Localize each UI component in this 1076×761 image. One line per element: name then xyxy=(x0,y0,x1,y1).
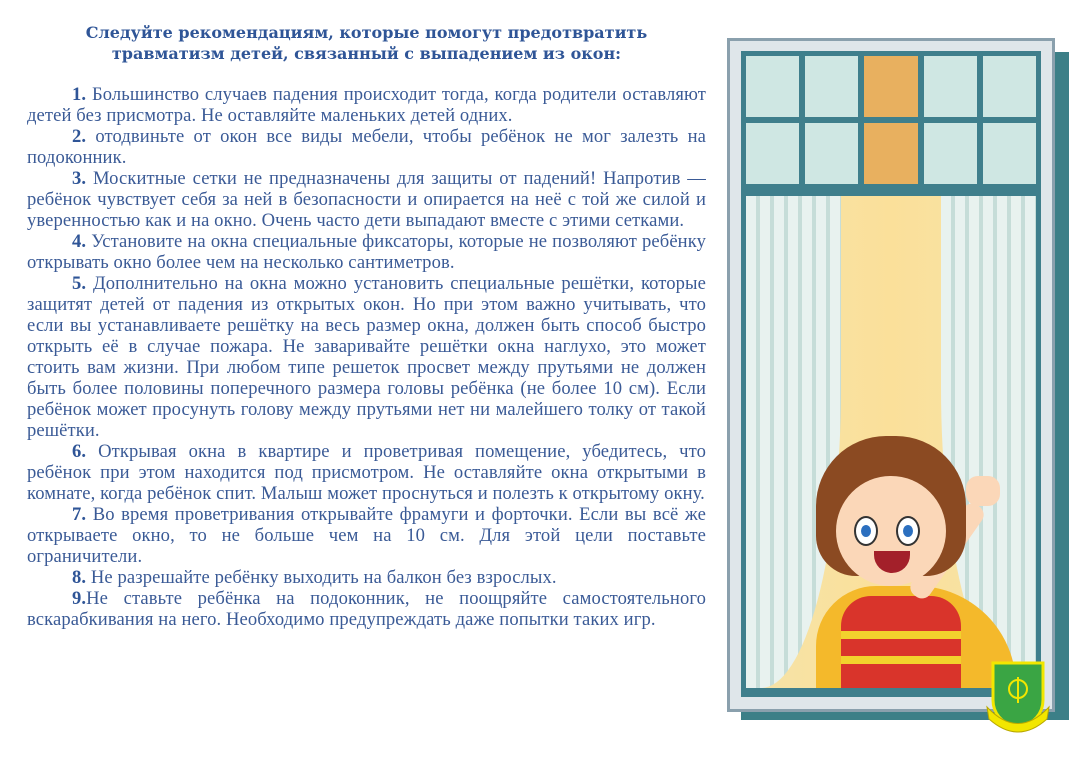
recommendation-item xyxy=(27,231,706,273)
item-text: отодвиньте от окон все виды мебели, чтобы ребёнок не мог залезть на подоконник. xyxy=(27,126,706,168)
recommendation-item xyxy=(27,126,706,168)
window-pane xyxy=(924,123,977,184)
window-pane xyxy=(983,56,1036,117)
item-text: Москитные сетки не предназначены для защиты от падений! Напротив — ребёнок чувствует себя за ней в безопасности и опирается на неё с той же силой и уверенностью как и на окно. Очень часто дети выпадают вместе с этими сетками. xyxy=(27,168,706,231)
recommendations-list xyxy=(27,84,706,630)
recommendation-item xyxy=(27,567,706,588)
item-text: Дополнительно на окна можно установить специальные решётки, которые защитят детей от падения из открытых окон. Но при этом важно учитывать, что если вы устанавливаете решётку на весь размер окна, должен быть способ быстро открыть её в случае пожара. Не заваривайте решётки окна наглухо, это может стоить вам жизни. При любом типе решеток просвет между прутьями не должен быть более половины поперечного размера головы ребёнка (не более 10 см). Если ребёнок может просунуть голову между прутьями нет ни малейшего толку от такой решётки. xyxy=(27,273,706,441)
window-inner-frame xyxy=(741,51,1041,697)
window-pane xyxy=(805,123,858,184)
item-number: 9. xyxy=(72,588,87,609)
item-text: Не разрешайте ребёнку выходить на балкон без взрослых. xyxy=(86,567,557,588)
window-pane xyxy=(864,123,917,184)
item-number: 7. xyxy=(72,504,87,525)
shirt-stripe xyxy=(841,631,961,639)
item-number: 3. xyxy=(72,168,87,189)
page-title: Следуйте рекомендациям, которые помогут предотвратить травматизм детей, связанный с выпадением из окон: xyxy=(85,23,648,63)
item-text: Установите на окна специальные фиксаторы, которые не позволяют ребёнку открывать окно более чем на несколько сантиметров. xyxy=(27,231,706,273)
window-pane xyxy=(805,56,858,117)
window-transom xyxy=(746,56,1036,184)
window-pane xyxy=(746,123,799,184)
item-text: Открывая окна в квартире и проветривая помещение, убедитесь, что ребёнок при этом находится под присмотром. Не оставляйте окна открытыми в комнате, когда ребёнок спит. Малыш может проснуться и полезть к открытому окну. xyxy=(27,441,706,504)
girl-illustration xyxy=(786,436,1006,688)
window-frame xyxy=(727,38,1055,712)
item-text: Во время проветривания открывайте фрамуги и форточки. Если вы всё же открываете окно, то не больше чем на 10 см. Для этой цели поставьте ограничители. xyxy=(27,504,706,567)
window-pane xyxy=(864,56,917,117)
window-illustration xyxy=(727,38,1055,720)
item-number: 1. xyxy=(72,84,87,105)
recommendation-item xyxy=(27,504,706,567)
window-main-pane xyxy=(746,196,1036,688)
recommendation-item xyxy=(27,84,706,126)
window-pane xyxy=(983,123,1036,184)
item-number: 8. xyxy=(72,567,87,588)
fist xyxy=(966,476,1000,506)
recommendation-item xyxy=(27,273,706,441)
recommendations-text xyxy=(27,22,706,630)
shirt-stripe xyxy=(841,656,961,664)
eye xyxy=(854,516,878,546)
item-number: 2. xyxy=(72,126,87,147)
item-text: Не ставьте ребёнка на подоконник, не поощряйте самостоятельного вскарабкивания на него. Необходимо предупреждать даже попытки таких игр. xyxy=(27,588,706,630)
recommendation-item xyxy=(27,588,706,630)
recommendation-item xyxy=(27,441,706,504)
eye xyxy=(896,516,920,546)
window-pane xyxy=(746,56,799,117)
item-number: 5. xyxy=(72,273,87,294)
item-number: 4. xyxy=(72,231,87,252)
window-pane xyxy=(924,56,977,117)
shirt xyxy=(841,596,961,688)
recommendation-item xyxy=(27,168,706,231)
item-text: Большинство случаев падения происходит тогда, когда родители оставляют детей без присмотра. Не оставляйте маленьких детей одних. xyxy=(27,84,706,126)
item-number: 6. xyxy=(72,441,87,462)
institution-logo xyxy=(985,655,1051,735)
